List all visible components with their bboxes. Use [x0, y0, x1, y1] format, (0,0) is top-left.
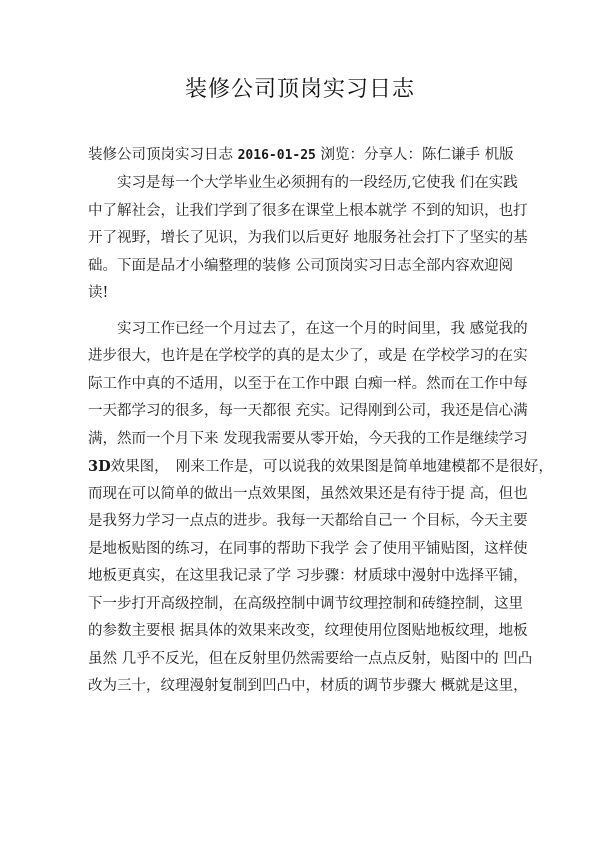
paragraph-line: 下一步打开高级控制，在高级控制中调节纹理控制和砖缝控制，这里 [88, 595, 523, 612]
paragraph-line: 满，然而一个月下来 发现我需要从零开始，今天我的工作是继续学习 [88, 430, 528, 447]
paragraph-line: 进步很大，也许是在学校学的真的是太少了，或是 在学校学习的在实 [88, 348, 528, 364]
paragraph-line: 实习工作已经一个月过去了，在这一个月的时间里，我 感觉我的 [88, 320, 528, 337]
paragraph-line: 虽然 几乎不反光，但在反射里仍然需要给一点点反射，贴图中的 凹凸 [88, 650, 533, 667]
paragraph-line: 是地板贴图的练习，在同事的帮助下我学 会了使用平铺贴图，这样使 [88, 540, 528, 557]
paragraph-line: 础。下面是品才小编整理的装修 公司顶岗实习日志全部内容欢迎阅 [88, 257, 514, 274]
paragraph-line: 读! [88, 285, 109, 301]
paragraph-line: 的参数主要根 据具体的效果来改变，纹理使用位图贴地板纹理，地板 [88, 623, 528, 639]
paragraph-line: 开了视野，增长了见识，为我们以后更好 地服务社会打下了坚实的基 [88, 230, 528, 246]
paragraph-intro [88, 170, 528, 308]
document-title: 装修公司顶岗实习日志 [184, 77, 415, 102]
meta-suffix: 浏览：分享人：陈仁谦手 机版 [315, 147, 514, 163]
meta-date: 2016-01-25 [237, 148, 316, 163]
paragraph-line: 是我努力学习一点点的进步。我每一天都给自己一 个目标，今天主要 [88, 513, 528, 529]
paragraph-line: 改为三十，纹理漫射复制到凹凸中，材质的调节步骤大 概就是这里， [88, 678, 528, 694]
paragraph-line: 一天都学习的很多，每一天都很 充实。记得刚到公司，我还是信心满 [88, 403, 528, 419]
paragraph-line: 实习是每一个大学毕业生必须拥有的一段经历,它使我 们在实践 [88, 175, 518, 191]
line-rest: 效果图， 刚来工作是，可以说我的效果图是简单地建模都不是很好， [110, 459, 553, 475]
meta-prefix: 装修公司顶岗实习日志 [88, 147, 238, 163]
document-body [88, 170, 553, 701]
paragraph-line: 中了解社会，让我们学到了很多在课堂上根本就学 不到的知识，也打 [88, 202, 528, 219]
paragraph-line: 而现在可以简单的做出一点效果图，虽然效果还是有待于提 高，但也 [88, 485, 528, 502]
bold-term: 3D [88, 458, 111, 475]
paragraph-main [88, 316, 553, 701]
paragraph-line [88, 453, 553, 481]
document-meta-line [88, 144, 528, 167]
paragraph-line: 际工作中真的不适用，以至于在工作中跟 白痴一样。然而在工作中每 [88, 375, 528, 392]
paragraph-line: 地板更真实，在这里我记录了学 习步骤：材质球中漫射中选择平铺， [88, 568, 528, 584]
